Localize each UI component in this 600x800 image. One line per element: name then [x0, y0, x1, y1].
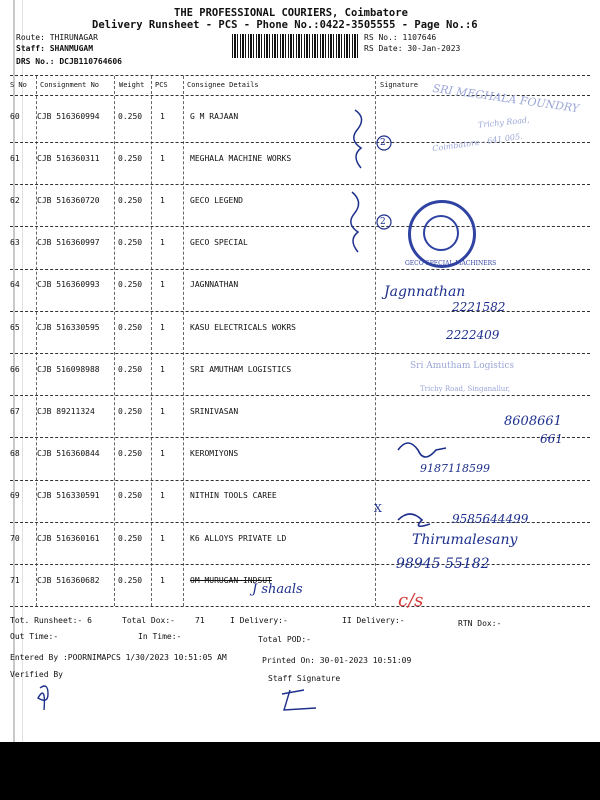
row-consignment: CJB 516360720	[37, 196, 100, 205]
row-consignment: CJB 516360311	[37, 154, 100, 163]
row-consignment: CJB 516330595	[37, 323, 100, 332]
geco-stamp	[408, 200, 476, 268]
row-consignee: JAGNNATHAN	[190, 280, 239, 289]
row67-number-2: 661	[540, 432, 563, 446]
row-weight: 0.250	[118, 323, 143, 332]
row-weight: 0.250	[118, 238, 143, 247]
rtn-dox: RTN Dox:-	[458, 619, 502, 628]
row-pcs: 1	[160, 112, 165, 121]
row-consignment: CJB 516360993	[37, 280, 100, 289]
stamp-meghala: SRI MEGHALA FOUNDRY	[431, 81, 580, 116]
row69-mark: X	[374, 502, 382, 515]
row-consignment: CJB 516360997	[37, 238, 100, 247]
row67-number: 8608661	[504, 414, 562, 429]
route-label: Route: THIRUNAGAR	[16, 33, 98, 42]
row-sno: 63	[10, 238, 20, 247]
staff-signature-stroke	[282, 690, 316, 710]
row-weight: 0.250	[118, 365, 143, 374]
col-weight: Weight	[119, 81, 145, 89]
row-sno: 61	[10, 154, 20, 163]
rs-number: RS No.: 1107646	[364, 33, 437, 42]
row66-stamp: Sri Amutham Logistics	[410, 361, 515, 371]
row66-stamp-address: Trichy Road, Singanallur,	[420, 385, 511, 393]
row-consignment: CJB 89211324	[37, 407, 95, 416]
row-sno: 60	[10, 112, 20, 121]
row-consignment: CJB 516360682	[37, 576, 100, 585]
geco-stamp-inner	[423, 215, 459, 251]
row-consignee: SRI AMUTHAM LOGISTICS	[190, 365, 292, 374]
row69-number: 9585644499	[452, 512, 529, 526]
stamp-meghala-address: Trichy Road,	[477, 115, 531, 130]
row-consignee: K6 ALLOYS PRIVATE LD	[190, 534, 287, 543]
row71-signature: J shaals	[252, 582, 303, 597]
row68-number: 9187118599	[420, 462, 490, 475]
row-consignment: CJB 516360994	[37, 112, 100, 121]
out-time: Out Time:-	[10, 632, 59, 641]
company-name: THE PROFESSIONAL COURIERS, Coimbatore	[174, 7, 408, 19]
row-pcs: 1	[160, 576, 165, 585]
row-consignment: CJB 516330591	[37, 491, 100, 500]
drs-number: DRS No.: DCJB110764606	[16, 57, 122, 66]
first-delivery: I Delivery:-	[230, 616, 288, 625]
row-sno: 67	[10, 407, 20, 416]
row-pcs: 1	[160, 491, 165, 500]
total-dox-value: 71	[195, 616, 205, 625]
row-consignee: GECO SPECIAL	[190, 238, 248, 247]
row-consignee: KASU ELECTRICALS WOKRS	[190, 323, 296, 332]
row-pcs: 1	[160, 196, 165, 205]
row-consignee: GECO LEGEND	[190, 196, 243, 205]
verified-by: Verified By	[10, 670, 63, 679]
row-pcs: 1	[160, 534, 165, 543]
row-consignment: CJB 516360844	[37, 449, 100, 458]
scan-border	[0, 742, 600, 800]
row-pcs: 1	[160, 365, 165, 374]
row-consignee: G M RAJAAN	[190, 112, 239, 121]
row-sno: 69	[10, 491, 20, 500]
col-signature: Signature	[380, 81, 418, 89]
row-consignee: NITHIN TOOLS CAREE	[190, 491, 277, 500]
row-weight: 0.250	[118, 491, 143, 500]
row-sno: 65	[10, 323, 20, 332]
stamp-meghala-city: Coimbatore - 641 005.	[431, 131, 524, 154]
row-sno: 70	[10, 534, 20, 543]
note-two-a: 2	[380, 138, 386, 148]
row-sno: 68	[10, 449, 20, 458]
row-weight: 0.250	[118, 449, 143, 458]
row70-number: 98945 55182	[396, 556, 490, 572]
row-weight: 0.250	[118, 154, 143, 163]
row64-number: 2221582	[452, 300, 506, 314]
row-weight: 0.250	[118, 196, 143, 205]
total-dox-label: Total Dox:-	[122, 616, 175, 625]
row-sno: 64	[10, 280, 20, 289]
scribble-stroke	[398, 514, 430, 526]
brace-stroke	[354, 110, 362, 168]
col-pcs: PCS	[155, 81, 168, 89]
row-pcs: 1	[160, 449, 165, 458]
printed-on: Printed On: 30-01-2023 10:51:09	[262, 656, 412, 665]
note-two-b: 2	[380, 217, 386, 227]
row-consignee: KEROMIYONS	[190, 449, 239, 458]
total-runsheet: Tot. Runsheet:- 6	[10, 616, 92, 625]
row-consignment: CJB 516360161	[37, 534, 100, 543]
row-pcs: 1	[160, 323, 165, 332]
runsheet-title: Delivery Runsheet - PCS - Phone No.:0422-3505555 - Page No.:6	[92, 19, 478, 31]
row-weight: 0.250	[118, 407, 143, 416]
col-sno: S No	[10, 81, 27, 89]
scribble-stroke	[398, 443, 446, 457]
col-consignment: Consignment No	[40, 81, 100, 89]
total-pod: Total POD:-	[258, 635, 311, 644]
in-time: In Time:-	[138, 632, 182, 641]
staff-label: Staff: SHANMUGAM	[16, 44, 94, 53]
row-consignee: OM MURUGAN INDSUT	[190, 576, 272, 585]
row-weight: 0.250	[118, 280, 143, 289]
staff-signature-label: Staff Signature	[268, 674, 341, 683]
brace-stroke	[351, 192, 359, 252]
col-consignee: Consignee Details	[187, 81, 259, 89]
row64-signature: Jagnnathan	[384, 284, 466, 300]
row-sno: 66	[10, 365, 20, 374]
row-pcs: 1	[160, 154, 165, 163]
second-delivery: II Delivery:-	[342, 616, 405, 625]
rs-date: RS Date: 30-Jan-2023	[364, 44, 461, 53]
row-weight: 0.250	[118, 112, 143, 121]
row65-number: 2222409	[446, 328, 500, 342]
row-sno: 71	[10, 576, 20, 585]
row-pcs: 1	[160, 407, 165, 416]
row-weight: 0.250	[118, 576, 143, 585]
geco-stamp-text: GECO SPECIAL MACHINERS	[405, 260, 497, 267]
row-consignment: CJB 516098988	[37, 365, 100, 374]
row-consignee: MEGHALA MACHINE WORKS	[190, 154, 292, 163]
row-sno: 62	[10, 196, 20, 205]
row-pcs: 1	[160, 238, 165, 247]
row70-signature: Thirumalesany	[412, 532, 518, 548]
row-consignee: SRINIVASAN	[190, 407, 239, 416]
row-pcs: 1	[160, 280, 165, 289]
row-weight: 0.250	[118, 534, 143, 543]
verified-signature	[38, 686, 48, 710]
row71-cs-mark: c/s	[398, 590, 424, 611]
entered-by: Entered By :POORNIMAPCS 1/30/2023 10:51:05 AM	[10, 653, 227, 662]
